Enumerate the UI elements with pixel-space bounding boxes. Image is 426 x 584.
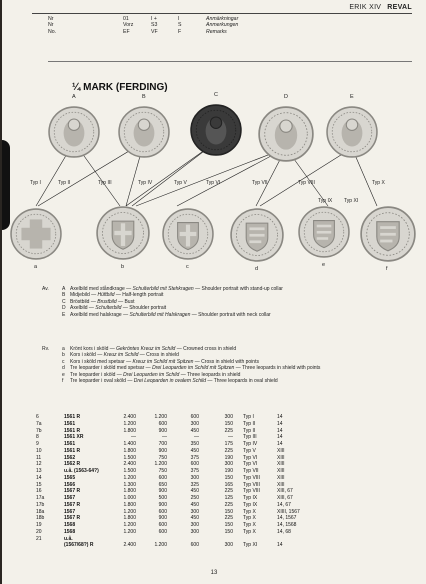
catalog-cell: 900 xyxy=(158,427,167,434)
catalog-cell: 1.800 xyxy=(123,488,136,495)
catalog-cell: 1561 R xyxy=(64,427,81,434)
catalog-cell: 1.000 xyxy=(123,495,136,501)
catalog-cell: 1.200 xyxy=(123,474,136,481)
catalog-table xyxy=(36,414,337,549)
catalog-cell: 1.400 xyxy=(123,441,136,447)
legend-cell: Vorz xyxy=(123,22,134,29)
catalog-cell: 300 xyxy=(190,474,199,481)
catalog-cell: 300 xyxy=(224,414,233,420)
catalog-cell: 15 xyxy=(36,481,42,488)
catalog-cell: 1567 xyxy=(64,508,76,515)
catalog-cell: 600 xyxy=(158,528,167,535)
catalog-cell: 900 xyxy=(158,447,167,454)
catalog-cell: 1.200 xyxy=(123,508,136,515)
catalog-cell: XIII xyxy=(277,461,285,468)
reverse-coin-image xyxy=(10,208,62,260)
catalog-cell: 1561 xyxy=(64,420,76,427)
catalog-row xyxy=(36,529,337,536)
catalog-cell: 450 xyxy=(190,515,199,522)
obverse-letter: D xyxy=(284,94,288,100)
catalog-cell: 1567 R xyxy=(64,488,81,495)
section-title: ¼ MARK (FERDING) xyxy=(72,82,168,93)
legend-cell: I + xyxy=(151,16,157,22)
note-key xyxy=(42,312,62,318)
catalog-cell: 14 xyxy=(277,414,283,420)
catalog-cell: 1.300 xyxy=(123,481,136,488)
catalog-cell: 1.200 xyxy=(123,420,136,427)
note-text: Midjebild — Hüftbild — Half-length portrait xyxy=(70,292,164,299)
catalog-cell: 150 xyxy=(224,522,233,528)
catalog-cell: Typ VIII xyxy=(243,488,260,495)
catalog-cell: 750 xyxy=(158,454,167,461)
page-number: 13 xyxy=(210,570,218,576)
catalog-cell: 350 xyxy=(190,441,199,447)
catalog-cell: 190 xyxy=(224,454,233,461)
note-german: Gekröntes Kreuz im Schild xyxy=(116,346,176,352)
catalog-cell: 1568 xyxy=(64,528,76,535)
catalog-cell: 225 xyxy=(224,515,233,522)
catalog-row xyxy=(36,522,337,529)
catalog-cell: Typ VII xyxy=(243,468,259,474)
catalog-cell: 1561 XR xyxy=(64,434,84,441)
legend-cell: S xyxy=(178,22,182,29)
catalog-cell: 300 xyxy=(190,508,199,515)
note-letter: c xyxy=(62,358,65,365)
catalog-cell: 18b xyxy=(36,515,45,522)
note-letter: B xyxy=(62,292,66,299)
note-text: Axelbild med halskrage — Schulterbild mit Halskragen — Shoulder portrait with neck collar xyxy=(70,311,271,318)
catalog-cell: XIII xyxy=(277,447,285,454)
legend-cell: F xyxy=(178,28,182,35)
catalog-row xyxy=(36,468,337,475)
note-text: Kors i sköld med spetsar — Kreuz im Schild mit Spitzen — Cross in shield with points xyxy=(70,358,259,365)
reverse-coin-image xyxy=(360,206,416,262)
catalog-cell: — xyxy=(131,434,136,441)
obverse-letter: C xyxy=(214,92,218,98)
note-swedish: Krönt kors i sköld xyxy=(70,346,109,352)
note-text: Axelbild med ståndkrage — Schulterbild mit Stehkragen — Shoulder portrait with stand-up collar xyxy=(70,286,283,292)
catalog-cell: 7a xyxy=(36,420,42,427)
catalog-cell: 250 xyxy=(190,495,199,501)
reverse-notes xyxy=(42,346,350,384)
catalog-cell: Typ IV xyxy=(243,441,258,447)
obverse-coin-image xyxy=(118,106,170,158)
note-letter: e xyxy=(62,371,65,378)
reverse-coin-image xyxy=(96,206,150,260)
note-german: Schulterbild xyxy=(95,305,122,312)
catalog-cell: 20 xyxy=(36,528,42,535)
catalog-cell xyxy=(108,536,136,543)
catalog-cell: 14 xyxy=(277,434,283,441)
note-german: Hüftbild xyxy=(97,292,115,299)
note-swedish: Kors i sköld med spetsar xyxy=(70,358,125,365)
catalog-cell: 14, 67 xyxy=(277,501,291,508)
catalog-cell: Typ V xyxy=(243,447,256,454)
catalog-cell: 1562 R xyxy=(64,461,81,468)
obverse-coin-image xyxy=(190,104,242,156)
catalog-cell: 14 xyxy=(277,441,283,447)
note-german: Schulterbild mit Stehkragen xyxy=(132,286,194,292)
catalog-cell: 175 xyxy=(224,441,233,447)
catalog-cell: 150 xyxy=(224,420,233,427)
catalog-cell: 600 xyxy=(190,461,199,468)
catalog-cell: 600 xyxy=(158,508,167,515)
note-english: Crowned cross in shield xyxy=(183,346,237,352)
note-letter: f xyxy=(62,378,64,385)
catalog-cell: Typ VIII xyxy=(243,474,260,481)
catalog-cell: Typ IX xyxy=(243,495,258,501)
catalog-cell: 18a xyxy=(36,508,45,515)
catalog-cell: 1566 xyxy=(64,481,76,488)
type-label: Typ VII xyxy=(252,180,268,186)
catalog-cell: 150 xyxy=(224,528,233,535)
note-text: Tre leoparder i oval sköld — Drei Leoparden in ovalem Schild — Three leopards in oval shield xyxy=(70,378,278,385)
catalog-cell: 500 xyxy=(158,495,167,501)
type-label: Typ VIII xyxy=(298,180,315,186)
note-english: Shoulder portrait with stand-up collar xyxy=(201,286,283,292)
reverse-coin-image xyxy=(298,206,350,258)
note-swedish: Tre leoparder i sköld med spetsar xyxy=(70,365,145,372)
catalog-cell: 1565 xyxy=(64,474,76,481)
note-key xyxy=(42,378,62,384)
catalog-cell: — xyxy=(194,434,199,441)
catalog-cell: Typ VI xyxy=(243,454,258,461)
catalog-cell: 600 xyxy=(190,414,199,420)
catalog-row xyxy=(36,414,337,421)
catalog-cell: XIII xyxy=(277,481,285,488)
legend-cell: EF xyxy=(123,28,130,35)
catalog-cell: 300 xyxy=(224,542,233,549)
catalog-cell xyxy=(233,536,277,543)
note-letter: E xyxy=(62,311,66,318)
catalog-cell xyxy=(277,536,337,543)
catalog-cell: Typ X xyxy=(243,528,256,535)
catalog-cell: XIII xyxy=(277,474,285,481)
note-english: Shoulder portrait xyxy=(129,305,167,312)
catalog-cell: Typ III xyxy=(243,434,257,441)
catalog-cell: 16 xyxy=(36,488,42,495)
note-swedish: Axelbild med ståndkrage xyxy=(70,286,125,292)
catalog-cell: 900 xyxy=(158,488,167,495)
catalog-cell: 14, 1568 xyxy=(277,522,297,528)
obverse-letter: A xyxy=(72,94,76,100)
catalog-cell: XIII xyxy=(277,454,285,461)
note-letter: b xyxy=(62,352,65,359)
catalog-cell: 6 xyxy=(36,414,39,420)
type-label: Typ II xyxy=(58,180,71,186)
catalog-cell: 450 xyxy=(190,427,199,434)
legend-cell: Nr xyxy=(48,16,54,22)
note-letter: a xyxy=(62,346,65,352)
catalog-cell: 1.200 xyxy=(123,522,136,528)
type-label: Typ XI xyxy=(344,198,359,204)
type-label: Typ X xyxy=(372,180,385,186)
catalog-cell: 1.800 xyxy=(123,501,136,508)
catalog-cell: 1.500 xyxy=(123,468,136,474)
note-swedish: Axelbild xyxy=(70,305,88,312)
catalog-cell: XIII, 67 xyxy=(277,488,293,495)
catalog-cell: Typ II xyxy=(243,427,256,434)
note-key: Rv. xyxy=(42,346,50,352)
catalog-cell: 2.400 xyxy=(123,414,136,420)
catalog-cell: (1567/68?) R xyxy=(64,542,94,549)
catalog-cell: 150 xyxy=(224,508,233,515)
catalog-row xyxy=(36,488,337,495)
obverse-letter: E xyxy=(350,94,354,100)
obverse-coin-image xyxy=(258,106,314,162)
catalog-cell: Typ VI xyxy=(243,461,258,468)
catalog-cell: 450 xyxy=(190,488,199,495)
reverse-letter: f xyxy=(386,266,388,272)
note-swedish: Axelbild med halskrage xyxy=(70,311,122,318)
catalog-cell: 600 xyxy=(158,420,167,427)
catalog-cell: 19 xyxy=(36,522,42,528)
catalog-cell: 1562 xyxy=(64,454,76,461)
catalog-cell: 1567 R xyxy=(64,515,81,522)
catalog-cell: 8 xyxy=(36,434,39,441)
note-english: Three leopards in shield xyxy=(187,371,241,378)
catalog-cell: 450 xyxy=(190,447,199,454)
catalog-cell: 225 xyxy=(224,427,233,434)
note-english: Three leopards in shield with points xyxy=(242,365,321,372)
obverse-notes xyxy=(42,286,350,318)
catalog-cell: Typ I xyxy=(243,414,254,420)
catalog-cell: 450 xyxy=(190,501,199,508)
catalog-cell: 14, 1567 xyxy=(277,515,297,522)
catalog-cell: 2.400 xyxy=(123,542,136,549)
catalog-row xyxy=(36,509,337,516)
note-german: Kreuz im Schild xyxy=(103,352,139,359)
catalog-cell: 17b xyxy=(36,501,45,508)
catalog-cell: 7b xyxy=(36,427,42,434)
note-english: Cross in shield xyxy=(146,352,179,359)
catalog-cell: 14 xyxy=(277,542,283,549)
catalog-cell: Typ IX xyxy=(243,501,258,508)
catalog-cell: Typ X xyxy=(243,508,256,515)
reverse-letter: b xyxy=(121,264,125,270)
catalog-cell: 650 xyxy=(158,481,167,488)
note-german: Drei Leoparden in ovalem Schild xyxy=(133,378,206,385)
note-row xyxy=(42,378,350,384)
note-letter: C xyxy=(62,298,66,305)
catalog-cell: XIII xyxy=(277,468,285,474)
legend-cell: Remarks xyxy=(206,28,227,35)
catalog-cell: 125 xyxy=(224,495,233,501)
catalog-cell xyxy=(167,536,199,543)
catalog-cell: 1.800 xyxy=(123,515,136,522)
catalog-cell: Typ XI xyxy=(243,542,258,549)
catalog-cell: 1567 xyxy=(64,495,76,501)
note-english: Shoulder portrait with neck collar xyxy=(198,311,271,318)
catalog-cell: XIII, 67 xyxy=(277,495,293,501)
catalog-cell: 10 xyxy=(36,447,42,454)
legend-cell: No. xyxy=(48,28,57,35)
catalog-cell: 1561 R xyxy=(64,414,81,420)
catalog-row xyxy=(36,421,337,428)
note-swedish: Bröstbild xyxy=(70,298,90,305)
catalog-cell: 14, 68 xyxy=(277,528,291,535)
catalog-cell: 375 xyxy=(190,454,199,461)
obverse-letter: B xyxy=(142,94,146,100)
note-swedish: Kors i sköld xyxy=(70,352,96,359)
reverse-coin-image xyxy=(230,208,284,262)
catalog-cell: XIIII, 1567 xyxy=(277,508,300,515)
note-row xyxy=(42,312,350,318)
catalog-cell: 1.500 xyxy=(123,454,136,461)
catalog-row xyxy=(36,434,337,441)
catalog-cell: 300 xyxy=(224,461,233,468)
catalog-cell: Typ X xyxy=(243,515,256,522)
header-author: ERIK XIV xyxy=(349,4,382,11)
legend-cell: 01 xyxy=(123,16,129,22)
note-english: Bust xyxy=(124,298,135,305)
note-german: Drei Leoparden im Schild mit Spitzen xyxy=(152,365,235,372)
reverse-letter: a xyxy=(34,264,38,270)
note-german: Kreuz im Schild mit Spitzen xyxy=(132,358,194,365)
catalog-cell: — xyxy=(162,434,167,441)
catalog-cell: — xyxy=(228,434,233,441)
catalog-cell: 14 xyxy=(277,420,283,427)
catalog-row xyxy=(36,455,337,462)
catalog-cell: 12 xyxy=(36,461,42,468)
catalog-cell: u.å. xyxy=(64,535,73,542)
catalog-cell: 1.200 xyxy=(154,461,167,468)
note-text: Bröstbild — Brustbild — Bust xyxy=(70,298,135,305)
type-label: Typ I xyxy=(30,180,41,186)
catalog-cell: 1.800 xyxy=(123,447,136,454)
legend-cell: VF xyxy=(151,28,158,35)
obverse-coin-image xyxy=(48,106,100,158)
note-text: Kors i sköld — Kreuz im Schild — Cross in shield xyxy=(70,352,179,359)
note-german: Schulterbild mit Halskragen xyxy=(129,311,191,318)
catalog-cell xyxy=(199,536,233,543)
catalog-cell: 21 xyxy=(36,535,42,542)
catalog-cell: 600 xyxy=(158,474,167,481)
note-text: Axelbild — Schulterbild — Shoulder portrait xyxy=(70,305,167,312)
catalog-cell: 700 xyxy=(158,441,167,447)
catalog-row xyxy=(36,542,337,549)
catalog-cell: 150 xyxy=(224,474,233,481)
catalog-cell: 17a xyxy=(36,495,45,501)
catalog-cell: 750 xyxy=(158,468,167,474)
catalog-cell: u.å. (1563-64?) xyxy=(64,468,99,474)
type-label: Typ IX xyxy=(318,198,333,204)
reverse-letter: e xyxy=(322,262,326,268)
catalog-cell: 11 xyxy=(36,454,42,461)
catalog-cell: 375 xyxy=(190,468,199,474)
legend-cell: Anmerkungen xyxy=(206,22,239,29)
catalog-cell: 14 xyxy=(36,474,42,481)
catalog-cell: 1561 xyxy=(64,441,76,447)
note-german: Brustbild xyxy=(97,298,117,305)
catalog-row xyxy=(36,515,337,522)
catalog-cell: 225 xyxy=(224,447,233,454)
reverse-letter: d xyxy=(255,266,259,272)
catalog-cell: 225 xyxy=(224,488,233,495)
catalog-cell: 300 xyxy=(190,522,199,528)
note-german: Drei Leoparden im Schild xyxy=(123,371,180,378)
note-english: Three leopards in oval shield xyxy=(213,378,278,385)
catalog-cell: 1.800 xyxy=(123,427,136,434)
catalog-cell: 1.200 xyxy=(154,414,167,420)
reverse-letter: c xyxy=(186,264,189,270)
note-key: Av. xyxy=(42,286,49,292)
header-place: REVAL xyxy=(387,4,412,11)
catalog-cell: 325 xyxy=(190,481,199,488)
catalog-cell: 300 xyxy=(190,420,199,427)
catalog-cell: Typ VIII xyxy=(243,481,260,488)
catalog-cell: 14 xyxy=(277,427,283,434)
legend-cell: Anmärkningar xyxy=(206,16,239,22)
catalog-row xyxy=(36,495,337,502)
catalog-cell: 900 xyxy=(158,515,167,522)
note-swedish: Tre leoparder i oval sköld xyxy=(70,378,126,385)
catalog-cell: 165 xyxy=(224,481,233,488)
note-english: Half-length portrait xyxy=(122,292,164,299)
legend-cell: S3 xyxy=(151,22,158,29)
type-label: Typ V xyxy=(174,180,187,186)
catalog-cell: 13 xyxy=(36,468,42,474)
catalog-cell: Typ II xyxy=(243,420,256,427)
note-letter: A xyxy=(62,286,66,292)
catalog-cell: 1561 R xyxy=(64,447,81,454)
note-english: Cross in shield with points xyxy=(201,358,259,365)
note-text: Tre leoparder i sköld — Drei Leoparden im Schild — Three leopards in shield xyxy=(70,371,241,378)
catalog-row xyxy=(36,536,337,543)
obverse-coin-image xyxy=(326,106,378,158)
type-label: Typ III xyxy=(98,180,112,186)
note-letter: d xyxy=(62,365,65,372)
catalog-cell: 1.200 xyxy=(123,528,136,535)
note-letter: D xyxy=(62,305,66,312)
catalog-cell: 1568 xyxy=(64,522,76,528)
note-text: Krönt kors i sköld — Gekröntes Kreuz im Schild — Crowned cross in shield xyxy=(70,346,237,352)
catalog-cell: Typ X xyxy=(243,522,256,528)
catalog-row xyxy=(36,502,337,509)
type-label: Typ VI xyxy=(206,180,221,186)
catalog-cell: 9 xyxy=(36,441,39,447)
type-label: Typ IV xyxy=(138,180,153,186)
catalog-cell: 600 xyxy=(190,542,199,549)
catalog-cell: 300 xyxy=(190,528,199,535)
catalog-row xyxy=(36,482,337,489)
catalog-row xyxy=(36,475,337,482)
catalog-cell: 900 xyxy=(158,501,167,508)
catalog-row xyxy=(36,448,337,455)
note-text: Tre leoparder i sköld med spetsar — Drei Leoparden im Schild mit Spitzen — Three leopards in shield with points xyxy=(70,365,321,372)
catalog-cell xyxy=(36,542,64,549)
legend-cell: I xyxy=(178,16,180,22)
catalog-cell: 600 xyxy=(158,522,167,528)
reverse-coin-image xyxy=(162,208,214,260)
catalog-page xyxy=(2,0,426,584)
note-swedish: Midjebild xyxy=(70,292,90,299)
catalog-row xyxy=(36,428,337,435)
catalog-cell: 225 xyxy=(224,501,233,508)
legend-cell: Nr xyxy=(48,22,54,29)
catalog-cell: 1567 R xyxy=(64,501,81,508)
note-swedish: Tre leoparder i sköld xyxy=(70,371,116,378)
catalog-cell: 2.400 xyxy=(123,461,136,468)
catalog-row xyxy=(36,441,337,448)
catalog-cell xyxy=(136,536,167,543)
catalog-row xyxy=(36,461,337,468)
catalog-cell: 1.200 xyxy=(154,542,167,549)
catalog-cell: 190 xyxy=(224,468,233,474)
